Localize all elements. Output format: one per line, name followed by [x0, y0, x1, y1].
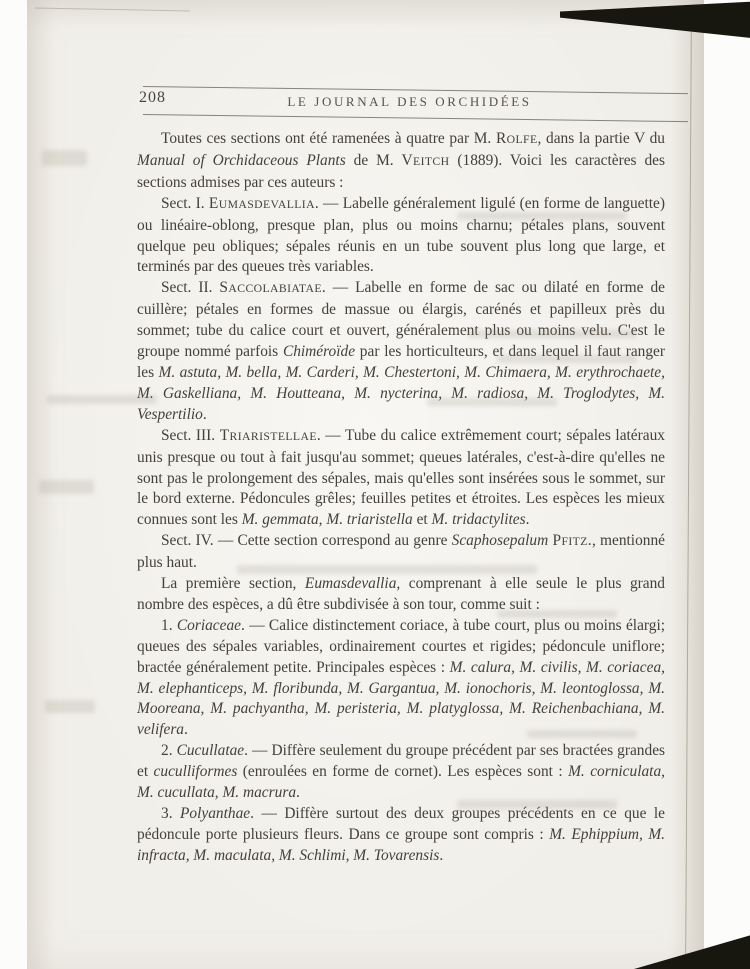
text-segment: de M. [345, 151, 402, 169]
bleedthrough-smudge [42, 150, 87, 166]
smallcaps-text: EUMASDEVALLIA [208, 194, 315, 212]
italic-text: M. tridactylites [431, 511, 526, 529]
smallcaps-text: SACCOLABIATAE [219, 279, 322, 297]
text-segment: Sect. IV. — Cette section correspond au genre [161, 532, 452, 550]
text-segment: Toutes ces sections ont été ramenées à quatre par M. [161, 130, 496, 147]
italic-text: Eumasdevallia, [304, 575, 401, 593]
italic-text: M. astuta, M. bella, M. Carderi, M. Chestertoni, M. Chimaera, M. erythrochaete, M. Gaskelliana, M. Houtteana, M. nycterina, M. radiosa, M. Troglodytes, M. Vespertilio [137, 363, 665, 423]
scan-artifact-line [35, 8, 190, 12]
text-segment: . [202, 405, 207, 423]
text-segment: . — Labelle en forme de sac ou dilaté en forme de cuillère; pétales en formes de massue ou élargis, carénés et papilleux près du sommet; tube du calice court et ouvert, généralement plus ou moins velu. C'est le groupe nommé parfois [137, 279, 665, 361]
text-segment: et [412, 511, 432, 529]
italic-text: M. calura, M. civilis, M. coriacea, M. elephanticeps, M. floribunda, M. Gargantua, M. ionochoris, M. leontoglossa, M. Mooreana, M. pachyantha, M. peristeria, M. platyglossa, M. Reichenbachiana, M. velifera [137, 658, 665, 739]
text-segment: (enroulées en forme de cornet). Les espèces sont : [237, 763, 569, 781]
italic-text: M. corniculata, M. cucullata, M. macrura [137, 763, 665, 802]
text-segment: Sect. I. [161, 194, 209, 212]
paragraph [137, 426, 665, 532]
paragraph [137, 129, 665, 194]
bleedthrough-smudge [39, 480, 94, 494]
paragraph [137, 574, 665, 616]
text-segment: , mentionné plus haut. [137, 532, 666, 572]
text-segment: 1. [161, 616, 177, 634]
header-rule-top [143, 86, 688, 94]
text-segment: . — Diffère surtout des deux groupes précédents en ce que le pédoncule porte plusieurs fleurs. Dans ce groupe sont compris : [137, 805, 666, 843]
text-segment: La première section, [161, 575, 305, 593]
text-segment: . — Calice distinctement coriace, à tube court, plus ou moins élargi; queues des sépales variables, ordinairement courtes et rigides; pédoncule uniflore; bractée généralement petite. Principales espèces : [137, 616, 665, 676]
text-segment: 2. [161, 742, 177, 760]
italic-text: Coriaceae [176, 616, 242, 634]
italic-text: M. Ephippium, M. infracta, M. maculata, M. Schlimi, M. Tovarensis [137, 825, 665, 864]
paragraph [137, 194, 665, 279]
text-segment: . [296, 784, 300, 802]
page-edge-line [685, 28, 692, 955]
italic-text: Polyanthae [180, 805, 251, 822]
italic-text: Chiméroïde [282, 343, 356, 361]
text-segment: par les horticulteurs, et dans lequel il faut ranger les [137, 343, 666, 381]
smallcaps-text: ROLFE [495, 130, 538, 147]
journal-title: LE JOURNAL DES ORCHIDÉES [287, 94, 532, 109]
paragraph [137, 741, 665, 804]
text-segment: . [439, 846, 444, 864]
text-segment: 3. [161, 805, 181, 822]
text-segment: Sect. III. [161, 426, 220, 444]
text-segment: . [184, 721, 188, 739]
italic-text: Cucullatae [176, 742, 245, 760]
page-number: 208 [139, 89, 166, 106]
italic-text: Scaphosepalum [451, 532, 549, 550]
text-segment: . — Diffère seulement du groupe précédent par ses bractées grandes et [137, 742, 666, 781]
smallcaps-text: VEITCH [401, 151, 450, 169]
paragraph [137, 616, 665, 741]
italic-text: cuculliformes [153, 763, 238, 781]
text-segment: (1889). Voici les caractères des sections admises par ces auteurs : [137, 151, 665, 191]
page-body [137, 129, 665, 867]
text-segment: Sect. II. [161, 279, 220, 297]
book-page [27, 0, 704, 969]
text-segment: comprenant à elle seule le plus grand nombre des espèces, a dû être subdivisée à son tour, comme suit : [137, 575, 665, 613]
italic-text: M. gemmata, M. triaristella [241, 511, 413, 529]
paragraph [137, 278, 665, 425]
text-segment: . — Labelle généralement ligulé (en forme de languette) ou linéaire-oblong, presque plan, plus ou moins charnu; pétales plans, souvent quelque peu obliques; sépales réunis en un tube souvent plus long que large, et terminés par des queues très variables. [137, 194, 666, 276]
text-segment: , dans la partie V du [537, 130, 665, 147]
paragraph [137, 804, 665, 867]
smallcaps-text: PFITZ. [552, 532, 592, 550]
paragraph [137, 531, 665, 574]
smallcaps-text: TRIARISTELLAE [219, 426, 317, 444]
text-segment: . [525, 511, 530, 529]
italic-text: Manual of Orchidaceous Plants [137, 151, 346, 169]
bleedthrough-smudge [45, 700, 95, 713]
header-rule-bottom [143, 114, 688, 122]
text-segment: . — Tube du calice extrêmement court; sépales latéraux unis presque ou tout à fait jusqu'au sommet; queues latérales, c'est-à-dire qu'elles ne sont pas le prolongement des sépales, mais qu'elles sont insérées sous le sommet, sur le bord externe. Pédoncules grêles; feuilles petites et étroites. Les espèces les mieux connues sont les [137, 426, 665, 529]
